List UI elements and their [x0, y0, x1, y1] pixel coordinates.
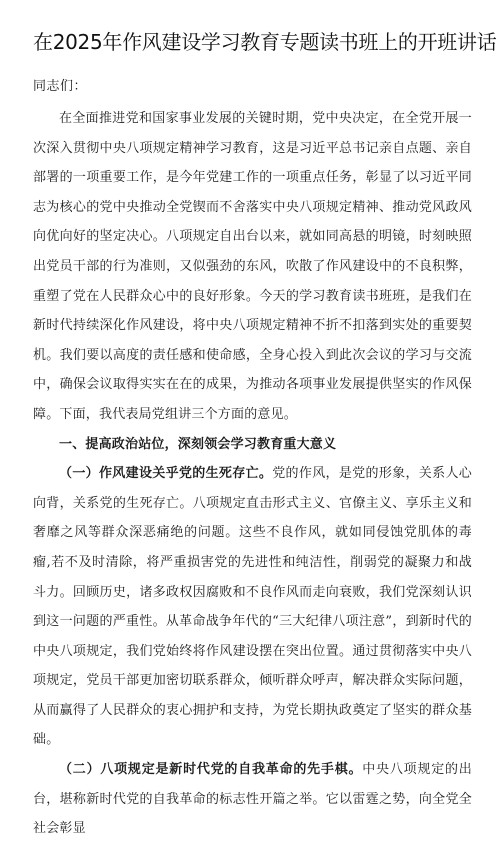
salutation: 同志们： — [33, 79, 88, 94]
subsection-2-body: 中央八项规定的出台，堪称新时代党的自我革命的标志性开篇之举。它以雷霆之势，向全党全社会彰显 — [33, 762, 472, 837]
section-heading-1: 一、提高政治站位，深刻领会学习教育重大意义 — [59, 436, 337, 452]
intro-paragraph: 在全面推进党和国家事业发展的关键时期，党中央决定，在全党开展一次深入贯彻中央八项规定精神学习教育，这是习近平总书记亲自点题、亲自部署的一项重要工作，是今年党建工作的一项重点任务，彰显了以习近平同志为核心的党中央推动全党锲而不舍落实中央八项规定精神、推动党风政风向优向好的坚定决心。八项规定自出台以来，就如同高悬的明镜，时刻映照出党员干部的行为准则，又似强劲的东风，吹散了作风建设中的不良积弊，重塑了党在人民群众心中的良好形象。今天的学习教育读书班班，是我们在新时代持续深化作风建设，将中央八项规定精神不折不扣落到实处的重要契机。我们要以高度的责任感和使命感，全身心投入到此次会议的学习与交流中，确保会议取得实实在在的成果，为推动各项事业发展提供坚实的作风保障。下面，我代表局党组讲三个方面的意见。 — [33, 111, 472, 422]
subsection-1-title: （一）作风建设关乎党的生死存亡。 — [59, 466, 273, 482]
subsection-2-paragraph — [33, 755, 472, 844]
document-title: 在2025年作风建设学习教育专题读书班上的开班讲话 — [33, 30, 497, 54]
subsection-1-paragraph — [33, 459, 472, 755]
subsection-1-body: 党的作风，是党的形象，关系人心向背，关系党的生死存亡。八项规定直击形式主义、官僚主义、享乐主义和奢靡之风等群众深恶痛绝的问题。这些不良作风，就如同侵蚀党肌体的毒瘤,若不及时清除，将严重损害党的先进性和纯洁性，削弱党的凝聚力和战斗力。回顾历史，诸多政权因腐败和不良作风而走向衰败，我们党深刻认识到这一问题的严重性。从革命战争年代的“三大纪律八项注意”，到新时代的中央八项规定，我们党始终将作风建设摆在突出位置。通过贯彻落实中央八项规定，党员干部更加密切联系群众，倾听群众呼声，解决群众实际问题，从而赢得了人民群众的衷心拥护和支持，为党长期执政奠定了坚实的群众基础。 — [33, 466, 472, 748]
subsection-2-title: （二）八项规定是新时代党的自我革命的先手棋。 — [59, 762, 363, 778]
